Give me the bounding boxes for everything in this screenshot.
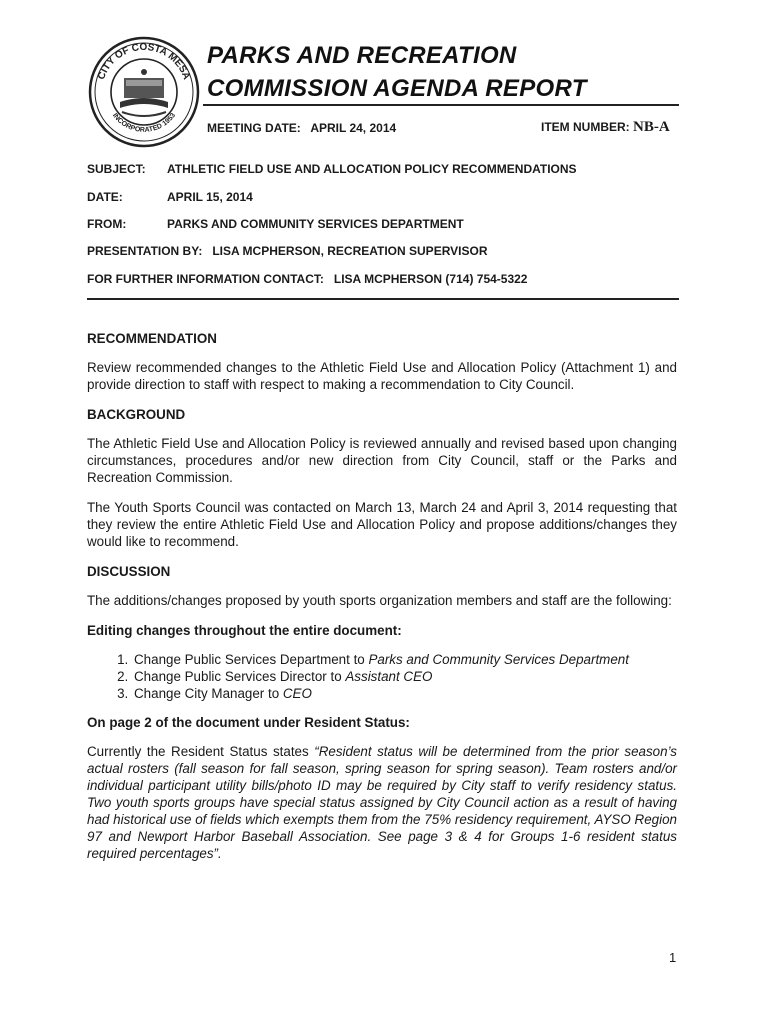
list-item: 2. Change Public Services Director to Assistant CEO bbox=[132, 668, 677, 685]
item-number-label: ITEM NUMBER: bbox=[541, 120, 630, 134]
discussion-heading: DISCUSSION bbox=[87, 564, 171, 579]
header-rule bbox=[87, 298, 679, 300]
city-seal bbox=[88, 36, 200, 148]
presentation-by: PRESENTATION BY: LISA MCPHERSON, RECREATION SUPERVISOR bbox=[87, 244, 488, 258]
title-rule bbox=[203, 104, 679, 106]
svg-text:INCORPORATED 1953: INCORPORATED 1953 bbox=[110, 112, 178, 134]
editing-list bbox=[87, 651, 677, 702]
subject-value: ATHLETIC FIELD USE AND ALLOCATION POLICY RECOMMENDATIONS bbox=[167, 162, 577, 176]
contact-info: FOR FURTHER INFORMATION CONTACT: LISA MCPHERSON (714) 754-5322 bbox=[87, 272, 528, 286]
item-number bbox=[541, 119, 670, 136]
meeting-date bbox=[207, 121, 396, 135]
resident-status-paragraph: Currently the Resident Status states “Resident status will be determined from the prior season’s actual rosters (fall season for fall season, spring season for spring season). Team rosters and/or individual participant utility bills/photo ID may be required by City staff to verify residency status. Two youth sports groups have special status assigned by City Council action as a result of having had historical use of fields which exempts them from the 75% residency requirement, AYSO Region 97 and Newport Harbor Baseball Association. See page 3 & 4 for Groups 1-6 resident status required percentages”. bbox=[87, 744, 677, 861]
list-item: 1. Change Public Services Department to Parks and Community Services Department bbox=[132, 651, 677, 668]
date-value: APRIL 15, 2014 bbox=[167, 190, 253, 204]
report-title-line-2: COMMISSION AGENDA REPORT bbox=[207, 75, 587, 102]
recommendation-text: Review recommended changes to the Athletic Field Use and Allocation Policy (Attachment 1) and provide direction to staff with respect to making a recommendation to City Council. bbox=[87, 360, 677, 392]
date-label: DATE: bbox=[87, 190, 123, 204]
background-paragraph-1: The Athletic Field Use and Allocation Policy is reviewed annually and revised based upon changing circumstances, procedures and/or new direction from City Council, staff or the Parks and Recreation Commission. bbox=[87, 436, 677, 485]
meeting-date-label: MEETING DATE: bbox=[207, 121, 301, 135]
from-value: PARKS AND COMMUNITY SERVICES DEPARTMENT bbox=[167, 217, 464, 231]
background-paragraph-2: The Youth Sports Council was contacted on March 13, March 24 and April 3, 2014 requesting that they review the entire Athletic Field Use and Allocation Policy and propose additions/changes they would like to recommend. bbox=[87, 500, 677, 549]
report-body bbox=[87, 330, 677, 875]
subject-label: SUBJECT: bbox=[87, 162, 146, 176]
background-heading: BACKGROUND bbox=[87, 407, 186, 422]
page-number: 1 bbox=[669, 950, 677, 965]
item-number-value: NB-A bbox=[633, 119, 670, 135]
editing-heading: Editing changes throughout the entire document: bbox=[87, 623, 402, 638]
list-item: 3. Change City Manager to CEO bbox=[132, 685, 677, 702]
discussion-paragraph: The additions/changes proposed by youth sports organization members and staff are the following: bbox=[87, 593, 672, 608]
recommendation-heading: RECOMMENDATION bbox=[87, 331, 217, 346]
from-label: FROM: bbox=[87, 217, 127, 231]
report-title-line-1: PARKS AND RECREATION bbox=[207, 42, 517, 69]
meeting-date-value: APRIL 24, 2014 bbox=[310, 121, 397, 135]
svg-text:CITY OF COSTA MESA: CITY OF COSTA MESA bbox=[96, 41, 192, 82]
resident-status-heading: On page 2 of the document under Resident Status: bbox=[87, 715, 410, 730]
